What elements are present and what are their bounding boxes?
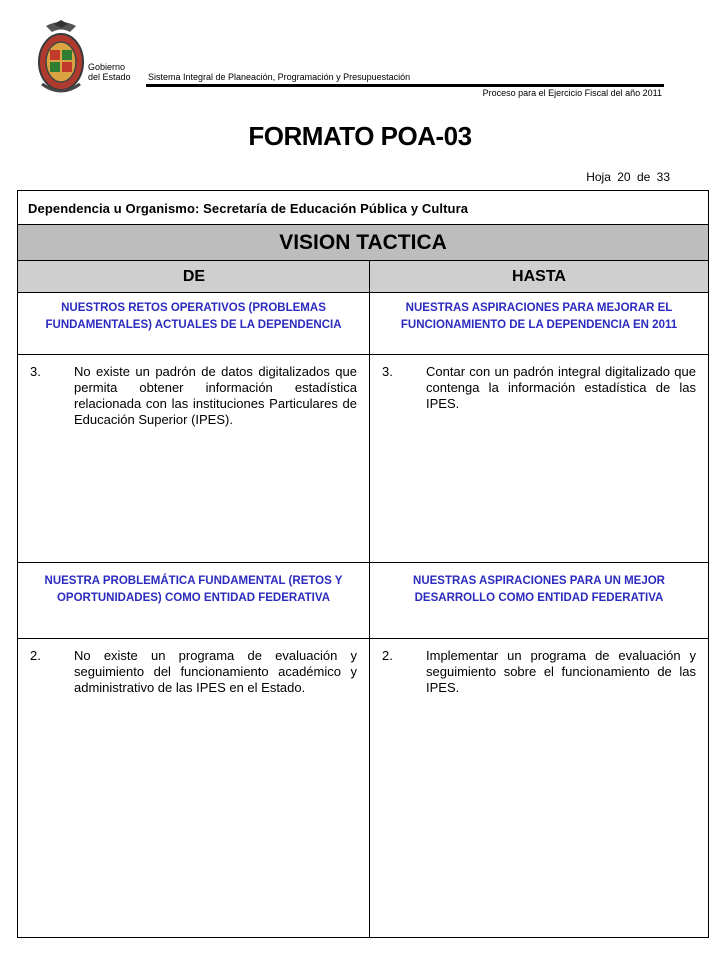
section1-right-item (382, 364, 696, 412)
section1-right-header: NUESTRAS ASPIRACIONES PARA MEJORAR EL FUNCIONAMIENTO DE LA DEPENDENCIA EN 2011 (400, 302, 678, 331)
section1-left-cell (18, 355, 370, 562)
system-name: Sistema Integral de Planeación, Programación y Presupuestación (148, 72, 411, 82)
item-text: Contar con un padrón integral digitalizado que contenga la información estadística de las IPES. (426, 364, 696, 411)
section2-header-row (18, 563, 708, 639)
sheet-counter (586, 170, 670, 184)
item-number: 3. (30, 364, 41, 379)
column-header-row (18, 261, 708, 293)
item-text: No existe un padrón de datos digitalizados que permita obtener información estadística relacionada con las instituciones Particulares de Educación Superior (IPES). (74, 364, 357, 427)
item-text: No existe un programa de evaluación y seguimiento del funcionamiento académico y administrativo de las IPES en el Estado. (74, 648, 357, 695)
sheet-current: 20 (617, 170, 631, 184)
government-label (88, 62, 131, 82)
state-seal-logo (36, 18, 86, 96)
item-number: 3. (382, 364, 393, 379)
sheet-sep: de (636, 170, 651, 184)
sheet-total: 33 (656, 170, 670, 184)
sheet-label: Hoja (586, 170, 611, 184)
section1-left-item (30, 364, 357, 428)
process-year: Proceso para el Ejercicio Fiscal del año 2011 (482, 88, 662, 98)
section2-left-header: NUESTRA PROBLEMÁTICA FUNDAMENTAL (RETOS Y OPORTUNIDADES) COMO ENTIDAD FEDERATIVA (18, 563, 370, 638)
item-number: 2. (382, 648, 393, 663)
section1-header-row (18, 293, 708, 355)
col-de-header: DE (182, 268, 206, 285)
dependency-row: Dependencia u Organismo: Secretaría de Educación Pública y Cultura (18, 191, 708, 225)
item-number: 2. (30, 648, 41, 663)
gov-line-2: del Estado (88, 72, 131, 82)
vision-title: VISION TACTICA (18, 225, 708, 261)
section2-right-item (382, 648, 696, 696)
section1-left-header: NUESTROS RETOS OPERATIVOS (PROBLEMAS FUNDAMENTALES) ACTUALES DE LA DEPENDENCIA (18, 293, 370, 354)
section2-right-cell (370, 639, 708, 938)
section2-left-item (30, 648, 357, 696)
section1-body-row (18, 355, 708, 563)
section2-body-row (18, 639, 708, 938)
item-text: Implementar un programa de evaluación y seguimiento sobre el funcionamiento de las IPES. (426, 648, 696, 695)
section2-right-header: NUESTRAS ASPIRACIONES PARA UN MEJOR DESARROLLO COMO ENTIDAD FEDERATIVA (413, 575, 665, 604)
section2-left-cell (18, 639, 370, 938)
poa-table (17, 190, 709, 938)
col-hasta-header: HASTA (512, 268, 566, 285)
page-title: FORMATO POA-03 (248, 121, 472, 151)
gov-line-1: Gobierno (88, 62, 126, 72)
column-divider (369, 261, 370, 292)
header-rule (146, 84, 664, 87)
section1-right-cell (370, 355, 708, 562)
